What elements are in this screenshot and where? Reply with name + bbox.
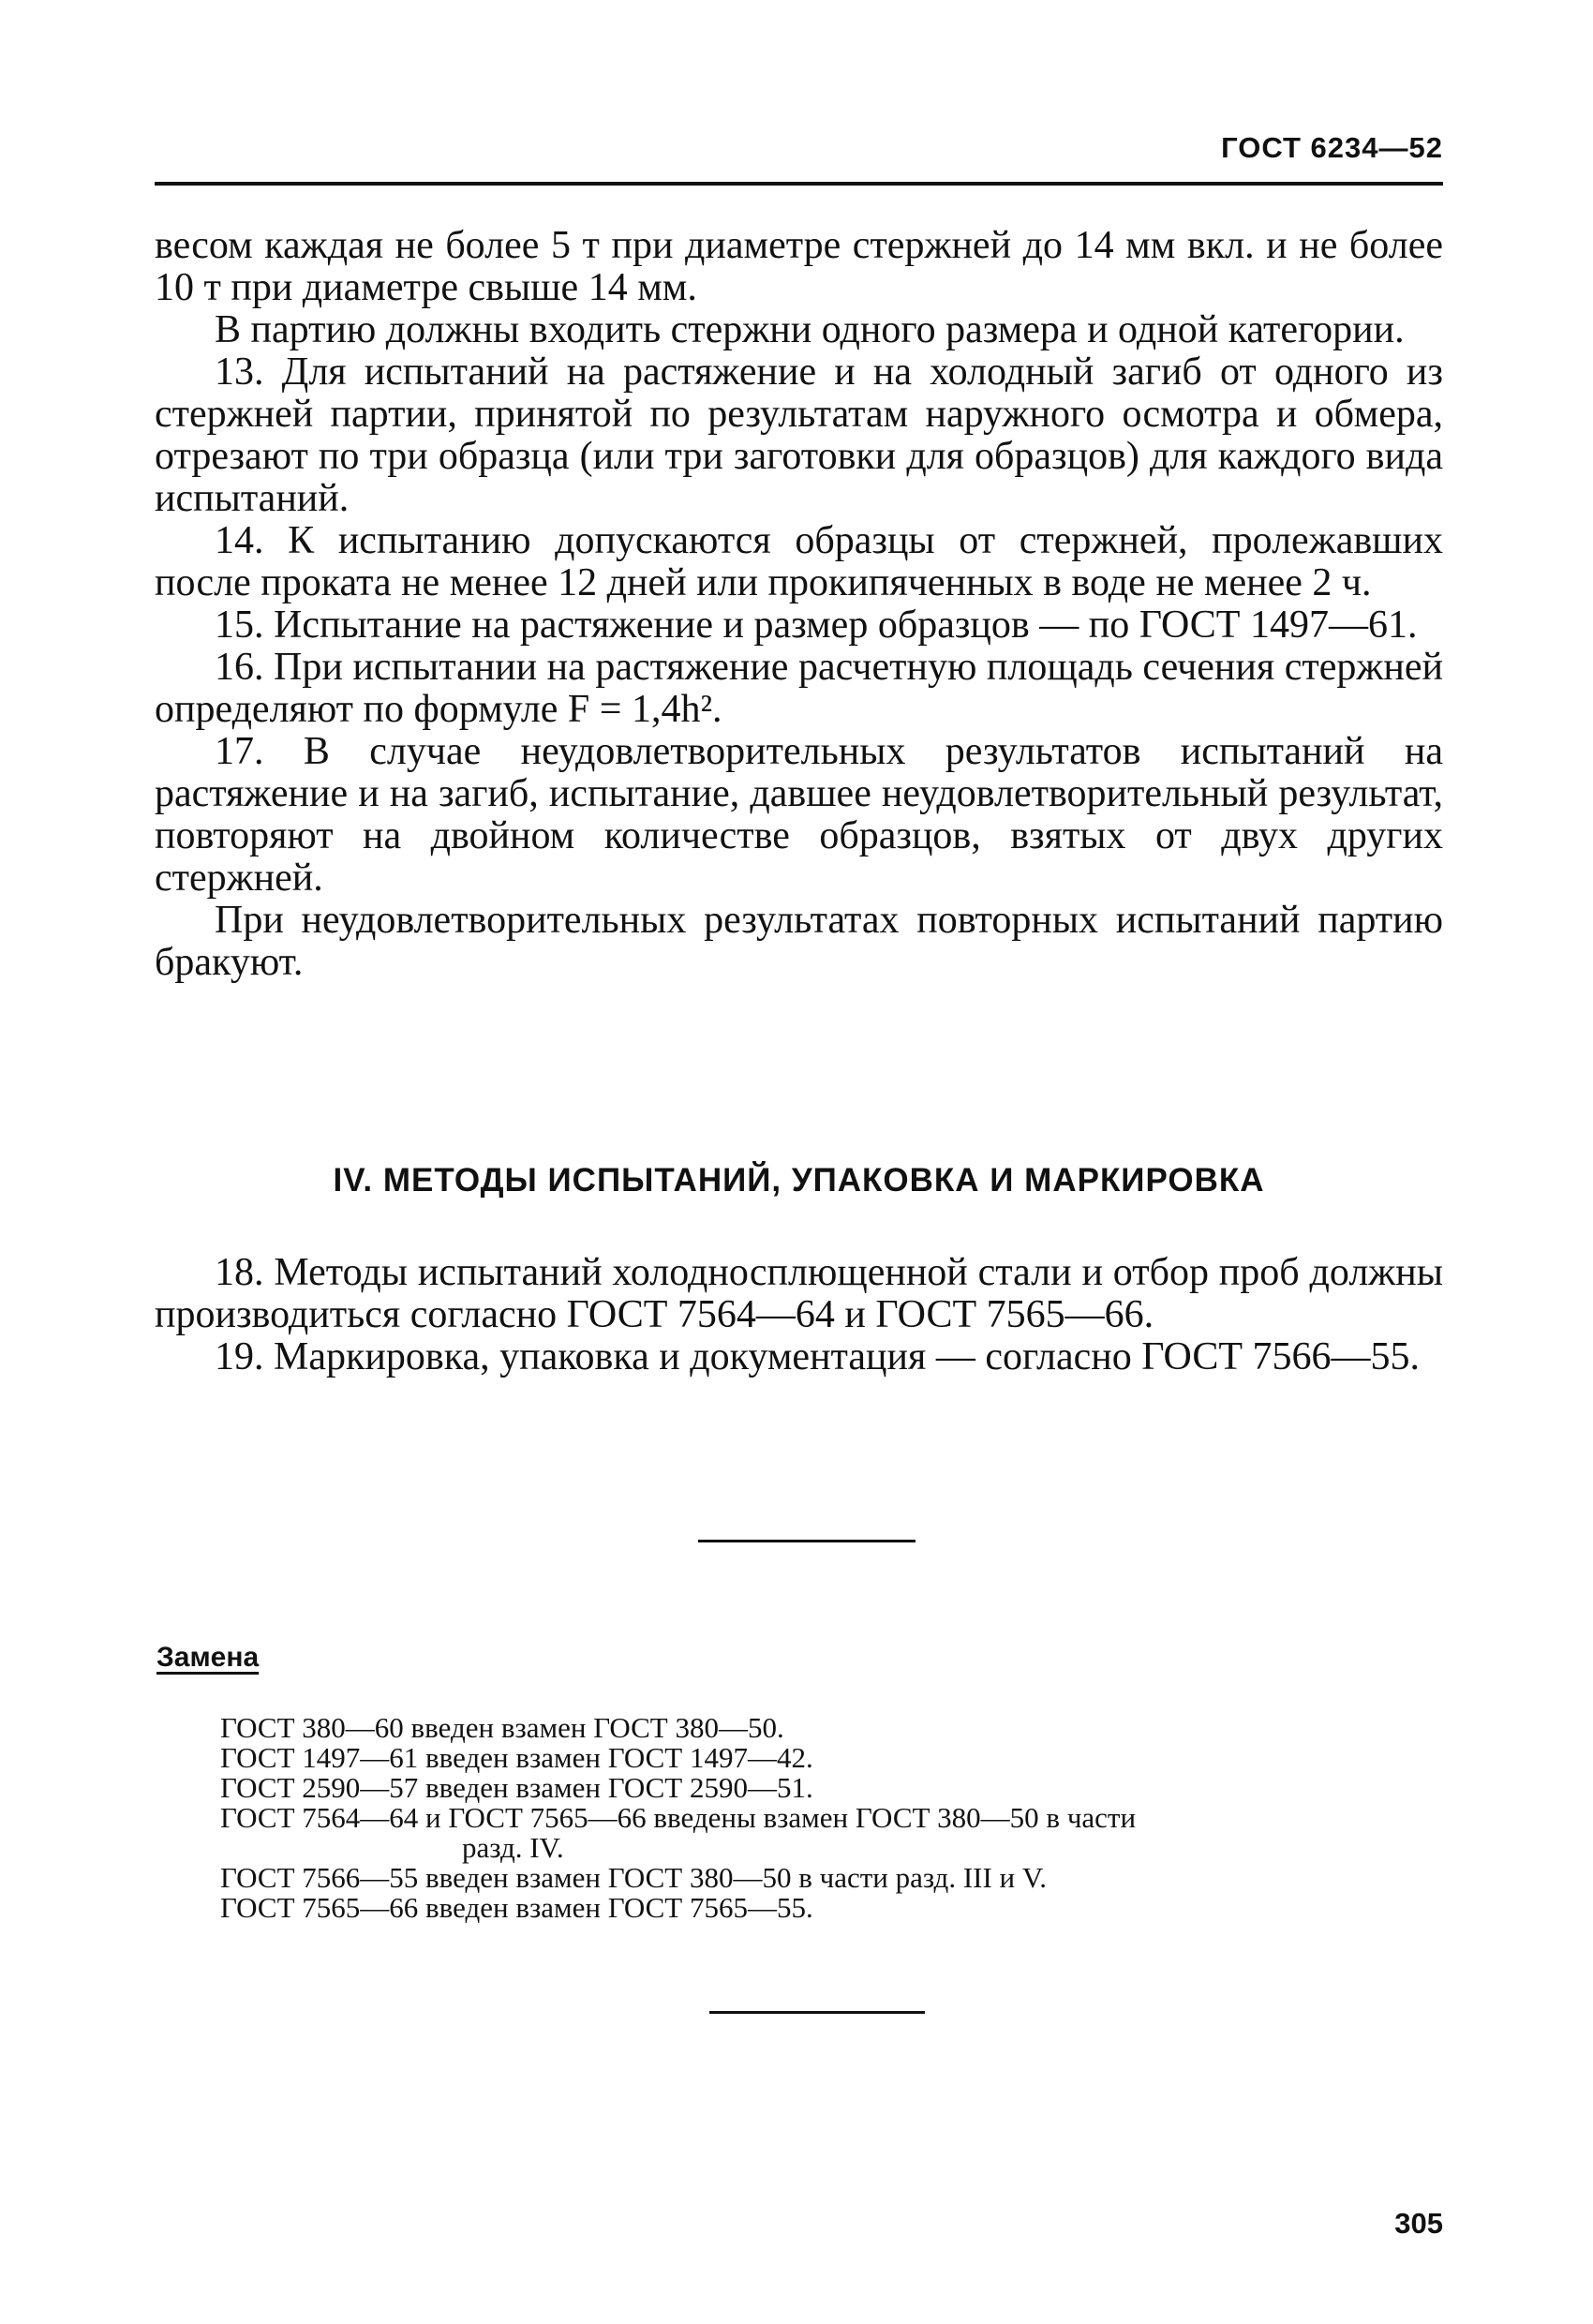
methods-text — [155, 1252, 1443, 1378]
paragraph-16: 16. При испытании на растяжение расчетную площадь сечения стержней определяют по формуле F = 1,4h². — [155, 646, 1443, 731]
paragraph-14: 14. К испытанию допускаются образцы от стержней, пролежавших после проката не менее 12 дней или прокипяченных в воде не менее 2 ч. — [155, 519, 1443, 604]
paragraph-19: 19. Маркировка, упаковка и документация — согласно ГОСТ 7566—55. — [215, 1335, 1421, 1378]
paragraph-batch-composition: В партию должны входить стержни одного размера и одной категории. — [215, 308, 1405, 351]
body-text — [155, 225, 1443, 984]
paragraph-13: 13. Для испытаний на растяжение и на холодный загиб от одного из стержней партии, принятой по результатам наружного осмотра и обмера, отрезают по три образца (или три заготовки для образцов) для каждого вида испытаний. — [155, 350, 1443, 520]
end-divider — [709, 2011, 925, 2014]
replacement-item: ГОСТ 7564—64 и ГОСТ 7565—66 введены взамен ГОСТ 380—50 в части — [220, 1801, 1137, 1834]
replacement-item: ГОСТ 7565—66 введен взамен ГОСТ 7565—55. — [220, 1891, 813, 1924]
section-heading: IV. МЕТОДЫ ИСПЫТАНИЙ, УПАКОВКА И МАРКИРОВКА — [333, 1162, 1265, 1199]
replacement-item: ГОСТ 2590—57 введен взамен ГОСТ 2590—51. — [220, 1771, 813, 1804]
replacement-item-continued: разд. IV. — [462, 1831, 564, 1864]
paragraph-17: 17. В случае неудовлетворительных результатов испытаний на растяжение и на загиб, испытание, давшее неудовлетворительный результат, повторяют на двойном количестве образцов, взятых от двух других стержней. — [155, 730, 1443, 900]
replacement-item: ГОСТ 380—60 введен взамен ГОСТ 380—50. — [220, 1711, 784, 1744]
replacement-label: Замена — [156, 1642, 260, 1673]
paragraph-batch-weight: весом каждая не более 5 т при диаметре стержней до 14 мм вкл. и не более 10 т при диаметре свыше 14 мм. — [155, 224, 1443, 309]
paragraph-17-continued: При неудовлетворительных результатах повторных испытаний партию бракуют. — [155, 899, 1443, 984]
replacement-list — [220, 1713, 1443, 1923]
replacement-item: ГОСТ 7566—55 введен взамен ГОСТ 380—50 в части разд. III и V. — [220, 1861, 1048, 1894]
document-code: ГОСТ 6234—52 — [1221, 131, 1443, 164]
header-rule — [155, 182, 1443, 186]
page-number: 305 — [1394, 2207, 1443, 2240]
paragraph-15: 15. Испытание на растяжение и размер образцов — по ГОСТ 1497—61. — [215, 603, 1418, 647]
replacement-item: ГОСТ 1497—61 введен взамен ГОСТ 1497—42. — [220, 1741, 813, 1774]
paragraph-18: 18. Методы испытаний холодносплющенной стали и отбор проб должны производиться согласно ГОСТ 7564—64 и ГОСТ 7565—66. — [155, 1251, 1443, 1336]
section-divider — [698, 1540, 916, 1542]
